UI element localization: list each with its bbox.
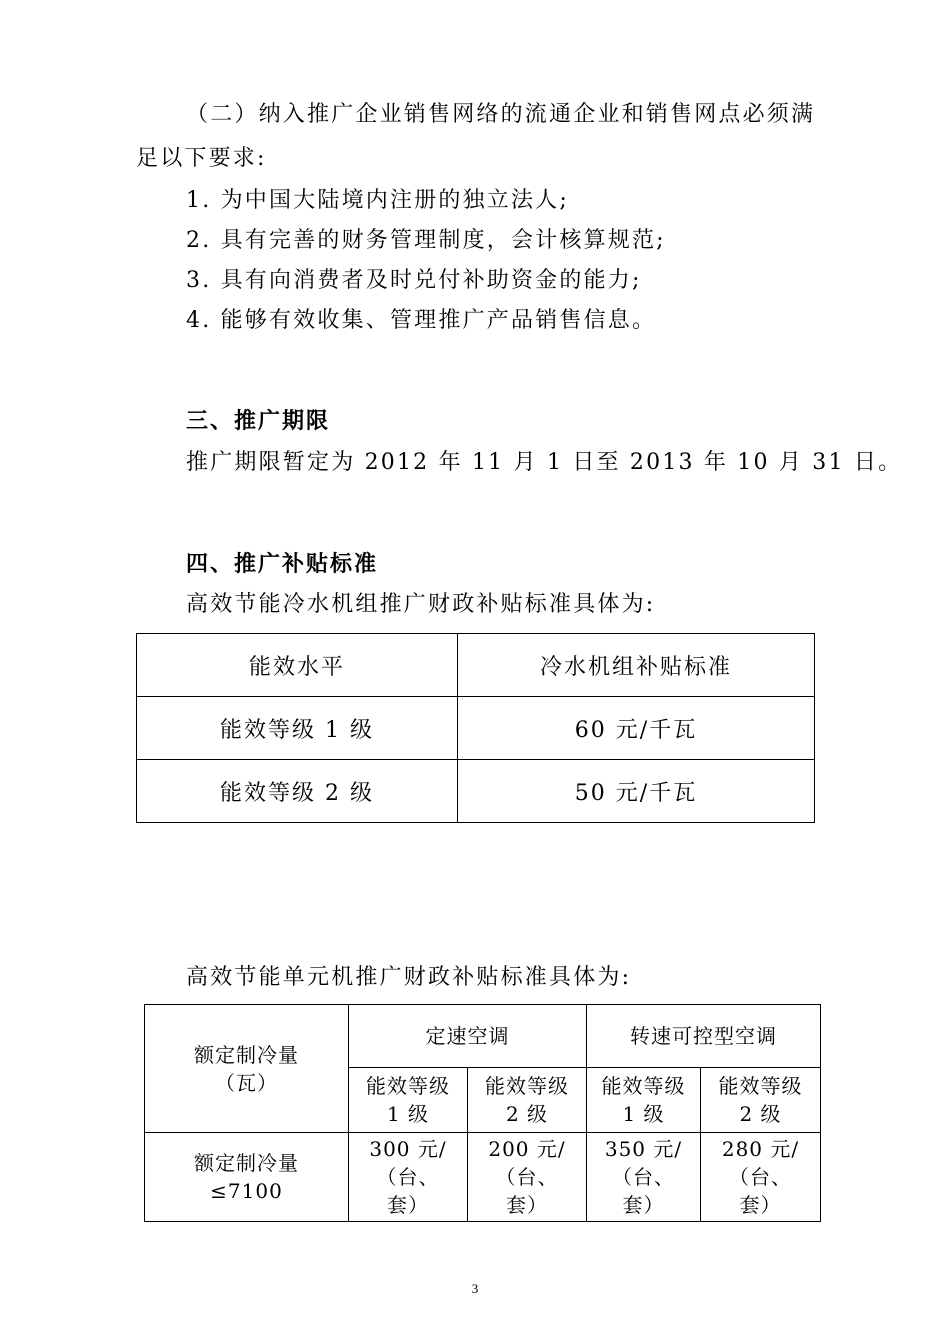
subheader-cell	[468, 1068, 587, 1133]
table-cell: 60 元/千瓦	[458, 697, 815, 760]
header-chiller-subsidy: 冷水机组补贴标准	[458, 634, 815, 697]
subheader-cell	[587, 1068, 701, 1133]
subheader-line: 2 级	[739, 1102, 782, 1126]
cell-line: （台、	[729, 1165, 792, 1189]
unit-subsidy-table	[144, 1004, 821, 1222]
cell-line: （台、	[612, 1165, 675, 1189]
cell-line: 200 元/	[488, 1137, 566, 1161]
table-cell	[701, 1133, 821, 1222]
requirement-item-2: 2. 具有完善的财务管理制度，会计核算规范;	[186, 228, 666, 253]
table-row	[145, 1133, 821, 1222]
table-cell: 能效等级 2 级	[137, 760, 458, 823]
section4-heading: 四、推广补贴标准	[186, 552, 379, 577]
section2-intro-line2: 足以下要求:	[136, 146, 267, 171]
subheader-line: 能效等级	[366, 1074, 450, 1098]
page-number: 3	[471, 1281, 479, 1296]
row-label	[145, 1133, 349, 1222]
requirement-item-3: 3. 具有向消费者及时兑付补助资金的能力;	[186, 268, 642, 293]
table-cell	[349, 1133, 468, 1222]
chiller-subsidy-table	[136, 633, 815, 823]
header-rated-capacity	[145, 1005, 349, 1133]
header-variable-speed: 转速可控型空调	[587, 1005, 821, 1068]
subheader-line: 能效等级	[601, 1074, 686, 1098]
subheader-cell	[349, 1068, 468, 1133]
subheader-line: 能效等级	[485, 1074, 569, 1098]
table-cell	[587, 1133, 701, 1222]
chiller-table-intro: 高效节能冷水机组推广财政补贴标准具体为:	[186, 592, 656, 617]
subheader-line: 1 级	[386, 1102, 430, 1126]
header-rated-capacity-line2: （瓦）	[215, 1070, 278, 1095]
table-header-row	[137, 634, 815, 697]
header-fixed-speed: 定速空调	[349, 1005, 587, 1068]
table-cell	[468, 1133, 587, 1222]
unit-table-intro: 高效节能单元机推广财政补贴标准具体为:	[186, 965, 632, 990]
table-row	[137, 760, 815, 823]
header-rated-capacity-line1: 额定制冷量	[194, 1042, 299, 1067]
table-cell: 能效等级 1 级	[137, 697, 458, 760]
table-header-row	[145, 1005, 821, 1068]
row-label-line1: 额定制冷量	[194, 1151, 299, 1175]
section2-intro-line1: （二）纳入推广企业销售网络的流通企业和销售网点必须满	[186, 102, 816, 127]
cell-line: （台、	[376, 1165, 440, 1189]
cell-line: 套）	[622, 1193, 665, 1217]
cell-line: 套）	[506, 1193, 548, 1217]
cell-line: 套）	[739, 1193, 782, 1217]
requirement-item-4: 4. 能够有效收集、管理推广产品销售信息。	[186, 308, 657, 333]
cell-line: （台、	[495, 1165, 559, 1189]
requirement-item-1: 1. 为中国大陆境内注册的独立法人;	[186, 188, 569, 213]
subheader-line: 能效等级	[718, 1074, 803, 1098]
row-label-line2: ≤7100	[210, 1179, 283, 1203]
cell-line: 280 元/	[721, 1137, 800, 1161]
section3-text: 推广期限暂定为 2012 年 11 月 1 日至 2013 年 10 月 31 日。	[186, 450, 903, 475]
table-row	[137, 697, 815, 760]
cell-line: 350 元/	[604, 1137, 683, 1161]
header-efficiency-level: 能效水平	[137, 634, 458, 697]
subheader-line: 2 级	[505, 1102, 549, 1126]
table-cell: 50 元/千瓦	[458, 760, 815, 823]
cell-line: 套）	[387, 1193, 429, 1217]
subheader-line: 1 级	[622, 1102, 665, 1126]
cell-line: 300 元/	[369, 1137, 447, 1161]
section3-heading: 三、推广期限	[186, 409, 331, 434]
subheader-cell	[701, 1068, 821, 1133]
